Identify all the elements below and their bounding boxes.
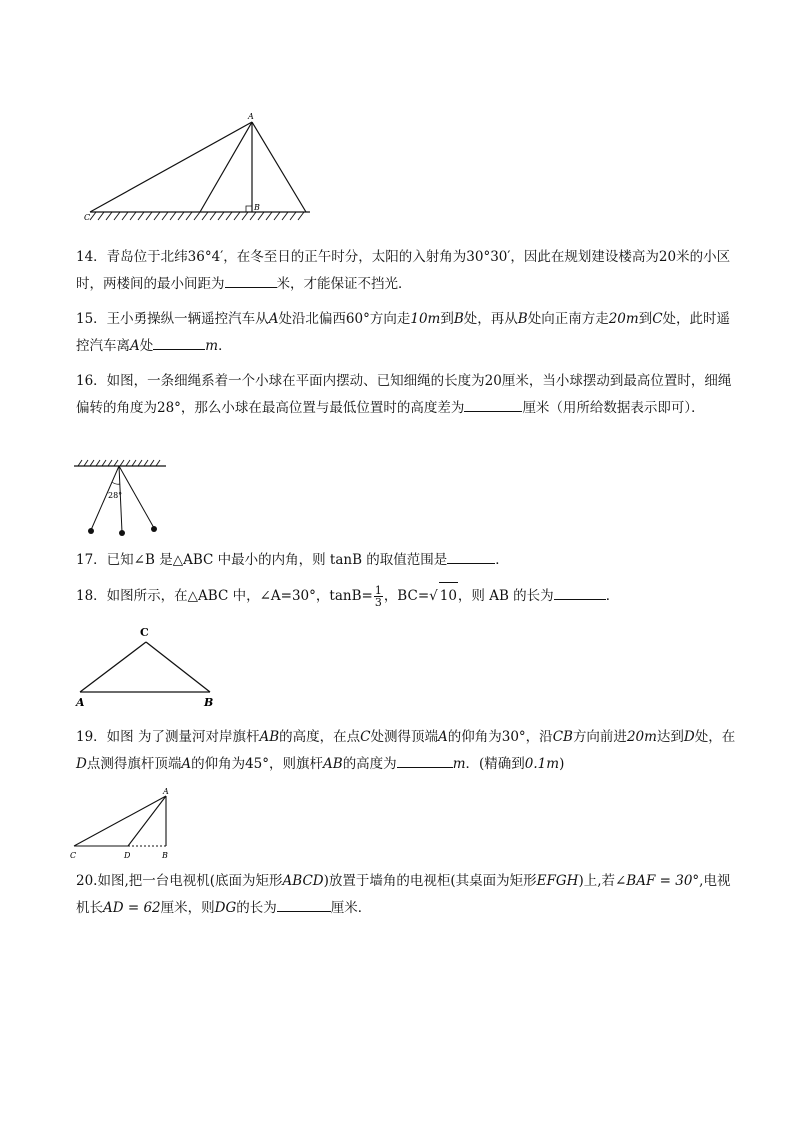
answer-blank-18[interactable] <box>554 585 606 600</box>
question-18-text-2: ，BC= <box>383 588 430 604</box>
figure-label-b: B <box>162 851 168 860</box>
math-ad-value: AD = 62 <box>103 900 161 916</box>
answer-blank-19[interactable] <box>397 753 453 768</box>
question-16-text: 16．如图，一条细绳系着一个小球在平面内摆动、已知细绳的长度为20厘米，当小球摆动到最高位置时，细绳偏转的角度为28°，那么小球在最高位置与最低位置时的高度差为 <box>76 373 732 416</box>
math-var-a: A <box>130 338 140 354</box>
question-20-text-5: 厘米，则 <box>160 900 215 916</box>
unit-m: m <box>205 338 219 354</box>
question-15-text-6: 到 <box>638 311 653 327</box>
question-15-text-8: 处 <box>139 338 154 354</box>
question-15-text-7: 处，此时遥控汽车离 <box>76 311 731 354</box>
sqrt-symbol: √ <box>429 588 438 604</box>
figure-label-a: A <box>163 787 169 796</box>
question-17-suffix: ． <box>495 552 509 568</box>
math-var-dg: DG <box>214 900 237 916</box>
math-var-b: B <box>517 311 528 327</box>
question-19-text-8: 点测得旗杆顶端 <box>86 756 182 772</box>
figure-pendulum <box>70 458 170 540</box>
figure-label-a: A <box>76 696 85 709</box>
math-var-ab: AB <box>323 756 343 772</box>
question-16 <box>76 368 736 422</box>
answer-blank-15[interactable] <box>153 335 205 350</box>
question-15-text-2: 处沿北偏西60°方向走 <box>278 311 411 327</box>
question-20-text-2: )放置于墙角的电视柜(其桌面为矩形 <box>323 873 537 889</box>
math-var-c: C <box>652 311 663 327</box>
math-var-cb: CB <box>552 729 573 745</box>
question-19-text-11: ．(精确到 <box>465 756 525 772</box>
math-angle-baf: ∠BAF = 30° <box>615 873 700 889</box>
question-14 <box>76 244 736 298</box>
math-value-20m: 20m <box>626 729 657 745</box>
question-19-text-3: 处测得顶端 <box>370 729 438 745</box>
figure-label-b: B <box>204 696 214 709</box>
unit-m: m <box>452 756 466 772</box>
figure-label-c: C <box>84 213 91 222</box>
question-15-text-1: 15．王小勇操纵一辆遥控汽车从 <box>76 311 269 327</box>
math-var-a: A <box>268 311 279 327</box>
question-19-text-12: ) <box>559 756 565 772</box>
math-var-efgh: EFGH <box>536 873 579 889</box>
question-19-text-7: 处，在 <box>694 729 736 745</box>
math-var-c: C <box>360 729 371 745</box>
question-19-text-4: 的仰角为30°，沿 <box>447 729 553 745</box>
answer-blank-20[interactable] <box>277 897 331 912</box>
figure-label-b: B <box>254 203 260 212</box>
question-18-text-3: ，则 AB 的长为 <box>457 588 554 604</box>
figure-flagpole <box>68 784 180 864</box>
question-19-text-2: 的高度，在点 <box>279 729 361 745</box>
math-var-abcd: ABCD <box>282 873 324 889</box>
question-17 <box>76 547 736 574</box>
question-16-suffix: 厘米（用所给数据表示即可）． <box>522 400 705 416</box>
fraction-denominator: 3 <box>374 596 382 609</box>
question-14-text: 14．青岛位于北纬36°4′，在冬至日的正午时分，太阳的入射角为30°30′，因此在规划建设楼高为20米的小区时，两楼间的最小间距为 <box>76 249 731 292</box>
math-var-d: D <box>683 729 695 745</box>
question-19-text-1: 19．如图 为了测量河对岸旗杆 <box>76 729 260 745</box>
question-15-text-3: 到 <box>440 311 454 327</box>
question-20-text-7: 厘米． <box>330 900 372 916</box>
question-20-text-1: 20.如图,把一台电视机(底面为矩形 <box>76 873 283 889</box>
figure-triangle-abc <box>74 624 220 710</box>
math-var-a: A <box>438 729 448 745</box>
math-value-20m: 20m <box>608 311 639 327</box>
question-15-text-4: 处，再从 <box>463 311 518 327</box>
figure-label-a: A <box>248 112 254 121</box>
fraction-numerator: 1 <box>374 584 382 597</box>
question-17-text: 17．已知∠B 是△ABC 中最小的内角，则 tanB 的取值范围是 <box>76 552 448 568</box>
question-19-text-10: 的高度为 <box>342 756 397 772</box>
question-20-text-3: )上,若 <box>578 873 615 889</box>
question-18-text-4: ． <box>605 588 620 604</box>
question-19-text-6: 达到 <box>656 729 684 745</box>
precision-value: 0.1m <box>524 756 560 772</box>
figure-triangle-abc-ground <box>84 110 314 226</box>
angle-label: 28° <box>108 491 123 500</box>
figure-label-c: C <box>70 851 77 860</box>
figure-label-d: D <box>124 851 131 860</box>
question-18-text-1: 18．如图所示，在△ABC 中，∠A=30°，tanB= <box>76 588 373 604</box>
question-15-text-9: ． <box>218 338 232 354</box>
answer-blank-14[interactable] <box>225 273 277 288</box>
figure-label-c: C <box>140 626 149 639</box>
answer-blank-17[interactable] <box>447 549 495 564</box>
math-var-d: D <box>76 756 87 772</box>
math-var-a: A <box>181 756 192 772</box>
question-18 <box>76 582 736 610</box>
math-var-ab: AB <box>259 729 280 745</box>
question-20-text-6: 的长为 <box>236 900 277 916</box>
question-20-text-4: ,电视机长 <box>76 873 731 916</box>
question-19-text-9: 的仰角为45°，则旗杆 <box>191 756 324 772</box>
math-value-10m: 10m <box>410 311 441 327</box>
math-var-b: B <box>453 311 464 327</box>
question-14-suffix: 米，才能保证不挡光． <box>276 276 412 292</box>
fraction-one-third <box>374 585 383 608</box>
sqrt-radicand: 10 <box>439 582 458 610</box>
question-19-text-5: 方向前进 <box>572 729 627 745</box>
question-15-text-5: 处向正南方走 <box>527 311 609 327</box>
question-20 <box>76 868 736 922</box>
question-19 <box>76 724 736 778</box>
answer-blank-16[interactable] <box>464 397 522 412</box>
question-15 <box>76 306 736 360</box>
